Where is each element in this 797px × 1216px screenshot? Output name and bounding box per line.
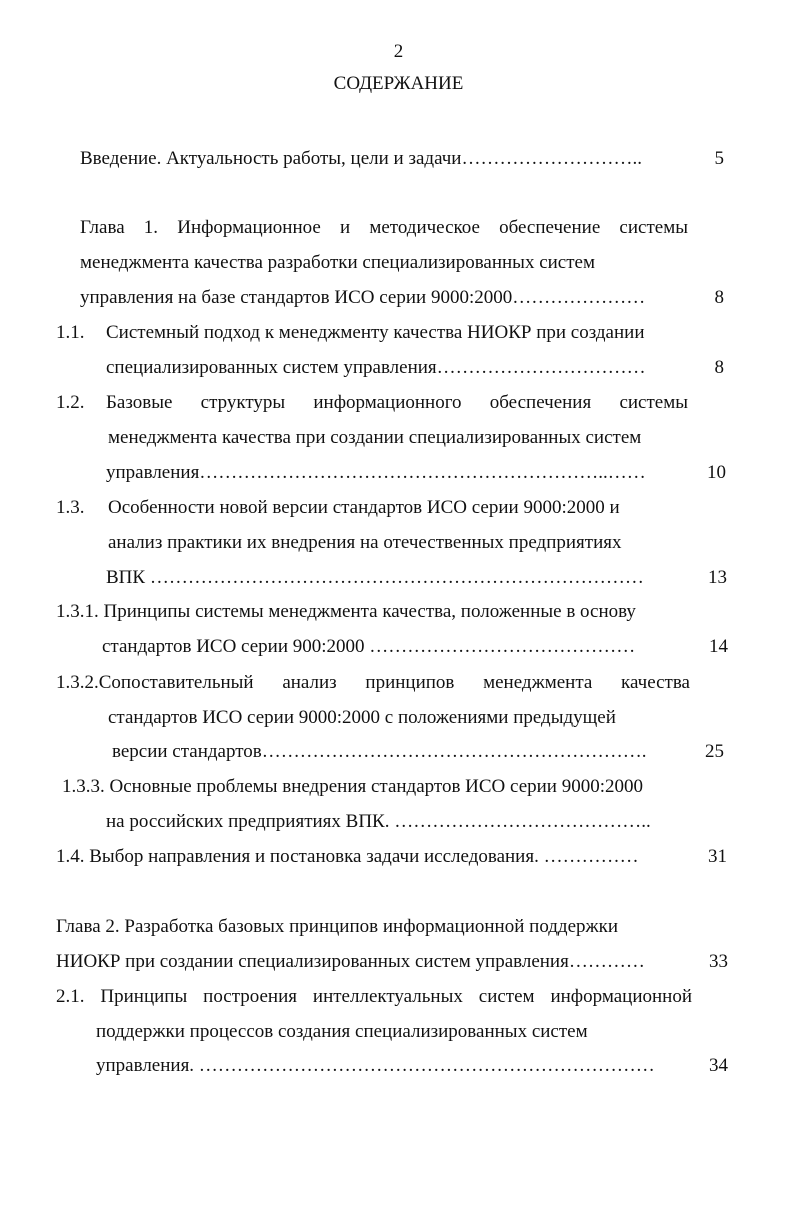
- toc-page-number: 13: [708, 567, 727, 588]
- toc-entry-text: ВПК ……………………………………………………………………: [106, 567, 644, 588]
- toc-section-number: 1.3.: [56, 497, 85, 518]
- toc-page-number: 33: [709, 951, 728, 972]
- toc-entry-text: Базовые структуры информационного обеспечения системы: [106, 392, 688, 413]
- toc-entry-text: 1.3.1. Принципы системы менеджмента качества, положенные в основу: [56, 601, 636, 622]
- toc-page-number: 8: [714, 287, 724, 308]
- toc-page-number: 34: [709, 1055, 728, 1076]
- toc-entry-text: 1.3.3. Основные проблемы внедрения стандартов ИСО серии 9000:2000: [62, 776, 643, 797]
- toc-page-number: 25: [705, 741, 724, 762]
- toc-entry-text: 1.4. Выбор направления и постановка задачи исследования. ……………: [56, 846, 639, 867]
- page-number: 2: [393, 41, 404, 62]
- toc-entry-text: Системный подход к менеджменту качества НИОКР при создании: [106, 322, 645, 343]
- toc-entry-text: управления………………………………………………………..……: [106, 462, 646, 483]
- page-title: СОДЕРЖАНИЕ: [333, 73, 464, 94]
- toc-page-number: 8: [714, 357, 724, 378]
- toc-entry-text: менеджмента качества при создании специализированных систем: [108, 427, 642, 448]
- toc-entry-text: управления. ………………………………………………………………: [96, 1055, 655, 1076]
- toc-entry-text: управления на базе стандартов ИСО серии 9000:2000…………………: [80, 287, 646, 308]
- toc-entry-text: НИОКР при создании специализированных систем управления…………: [56, 951, 645, 972]
- toc-entry-text: стандартов ИСО серии 900:2000 ……………………………………: [102, 636, 636, 657]
- toc-entry-text: Особенности новой версии стандартов ИСО серии 9000:2000 и: [108, 497, 620, 518]
- toc-entry-text: менеджмента качества разработки специализированных систем: [80, 252, 595, 273]
- toc-page-number: 31: [708, 846, 727, 867]
- toc-section-number: 1.1.: [56, 322, 85, 343]
- toc-page-number: 14: [709, 636, 728, 657]
- toc-entry-text: на российских предприятиях ВПК. …………………………………..: [106, 811, 651, 832]
- toc-page-number: 5: [714, 148, 724, 169]
- toc-entry-text: стандартов ИСО серии 9000:2000 с положениями предыдущей: [108, 707, 616, 728]
- toc-entry-text: версии стандартов…………………………………………………….: [112, 741, 647, 762]
- toc-entry-text: Введение. Актуальность работы, цели и задачи………………………..: [80, 148, 642, 169]
- toc-entry-text: специализированных систем управления……………………………: [106, 357, 646, 378]
- toc-entry-text: Глава 2. Разработка базовых принципов информационной поддержки: [56, 916, 619, 937]
- toc-page-number: 10: [707, 462, 726, 483]
- toc-entry-text: анализ практики их внедрения на отечественных предприятиях: [108, 532, 622, 553]
- toc-entry-text: 2.1. Принципы построения интеллектуальных систем информационной: [56, 986, 692, 1007]
- toc-entry-text: 1.3.2.Сопоставительный анализ принципов менеджмента качества: [56, 672, 690, 693]
- toc-section-number: 1.2.: [56, 392, 85, 413]
- toc-entry-text: поддержки процессов создания специализированных систем: [96, 1021, 588, 1042]
- toc-entry-text: Глава 1. Информационное и методическое обеспечение системы: [80, 217, 688, 238]
